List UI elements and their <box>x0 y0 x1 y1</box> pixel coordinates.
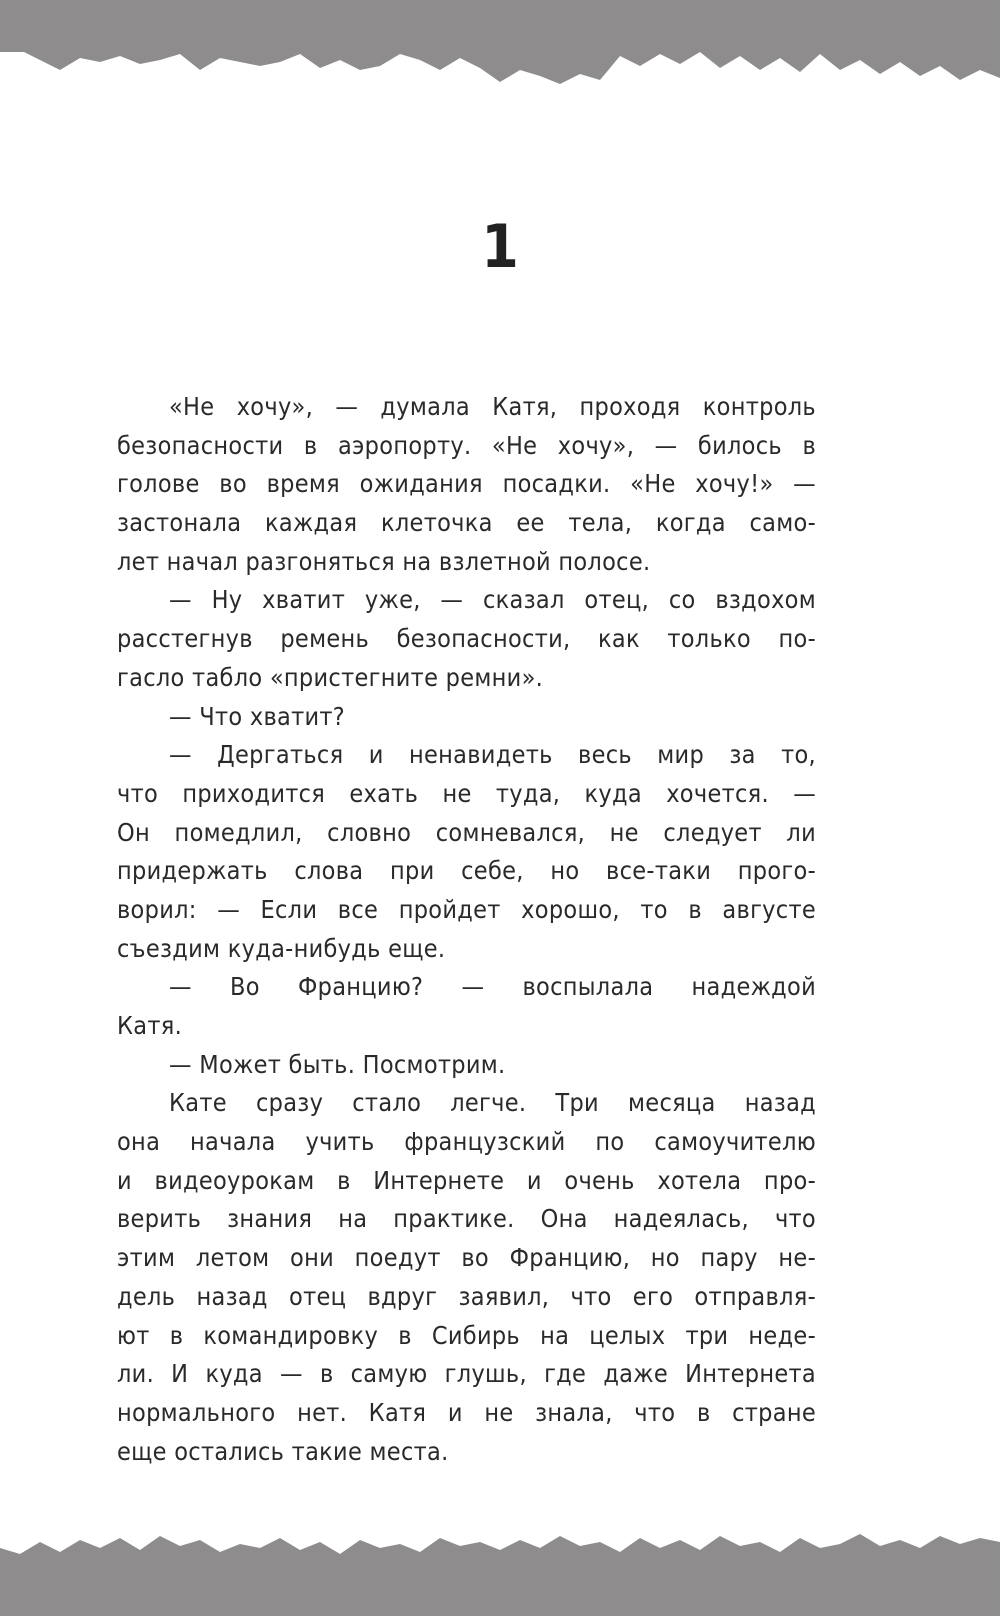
text-line: — Во Францию? — воспылала надеждой <box>169 972 816 1002</box>
text-line: расстегнув ремень безопасности, как только по- <box>117 624 816 654</box>
text-line: придержать слова при себе, но все-таки прого- <box>117 856 816 886</box>
text-line: — Дергаться и ненавидеть весь мир за то, <box>169 740 816 770</box>
text-line: она начала учить французский по самоучителю <box>117 1127 816 1157</box>
text-line: дель назад отец вдруг заявил, что его отправля- <box>117 1281 816 1311</box>
text-line: безопасности в аэропорту. «Не хочу», — билось в <box>117 430 816 460</box>
text-line: Кате сразу стало легче. Три месяца назад <box>169 1088 816 1118</box>
text-line: застонала каждая клеточка ее тела, когда само- <box>117 508 816 538</box>
chapter-body-text <box>117 388 816 1471</box>
text-line: — Ну хватит уже, — сказал отец, со вздохом <box>169 585 816 615</box>
text-line: — Что хватит? <box>169 701 346 731</box>
text-line: ли. И куда — в самую глушь, где даже Интернета <box>117 1359 816 1389</box>
text-line: этим летом они поедут во Францию, но пару не- <box>117 1243 816 1273</box>
bottom-torn-border <box>0 1558 1000 1616</box>
text-line: ворил: — Если все пройдет хорошо, то в августе <box>117 894 816 924</box>
text-line: «Не хочу», — думала Катя, проходя контроль <box>169 392 816 421</box>
text-line: съездим куда-нибудь еще. <box>117 933 446 963</box>
text-line: лет начал разгоняться на взлетной полосе. <box>117 546 651 576</box>
text-line: и видеоурокам в Интернете и очень хотела про- <box>117 1165 816 1195</box>
text-line: — Может быть. Посмотрим. <box>169 1049 506 1079</box>
text-line: Он помедлил, словно сомневался, не следует ли <box>117 817 816 847</box>
text-line: ют в командировку в Сибирь на целых три неде- <box>117 1320 816 1350</box>
text-line: еще остались такие места. <box>117 1436 449 1466</box>
text-line: голове во время ожидания посадки. «Не хочу!» — <box>117 469 816 499</box>
text-line: нормального нет. Катя и не знала, что в стране <box>117 1397 816 1427</box>
text-line: что приходится ехать не туда, куда хочется. — <box>117 778 816 808</box>
chapter-number: 1 <box>481 212 519 282</box>
top-torn-edge <box>0 40 1000 90</box>
text-line: гасло табло «пристегните ремни». <box>117 662 544 692</box>
text-line: Катя. <box>117 1011 183 1040</box>
text-line: верить знания на практике. Она надеялась, что <box>117 1204 816 1234</box>
